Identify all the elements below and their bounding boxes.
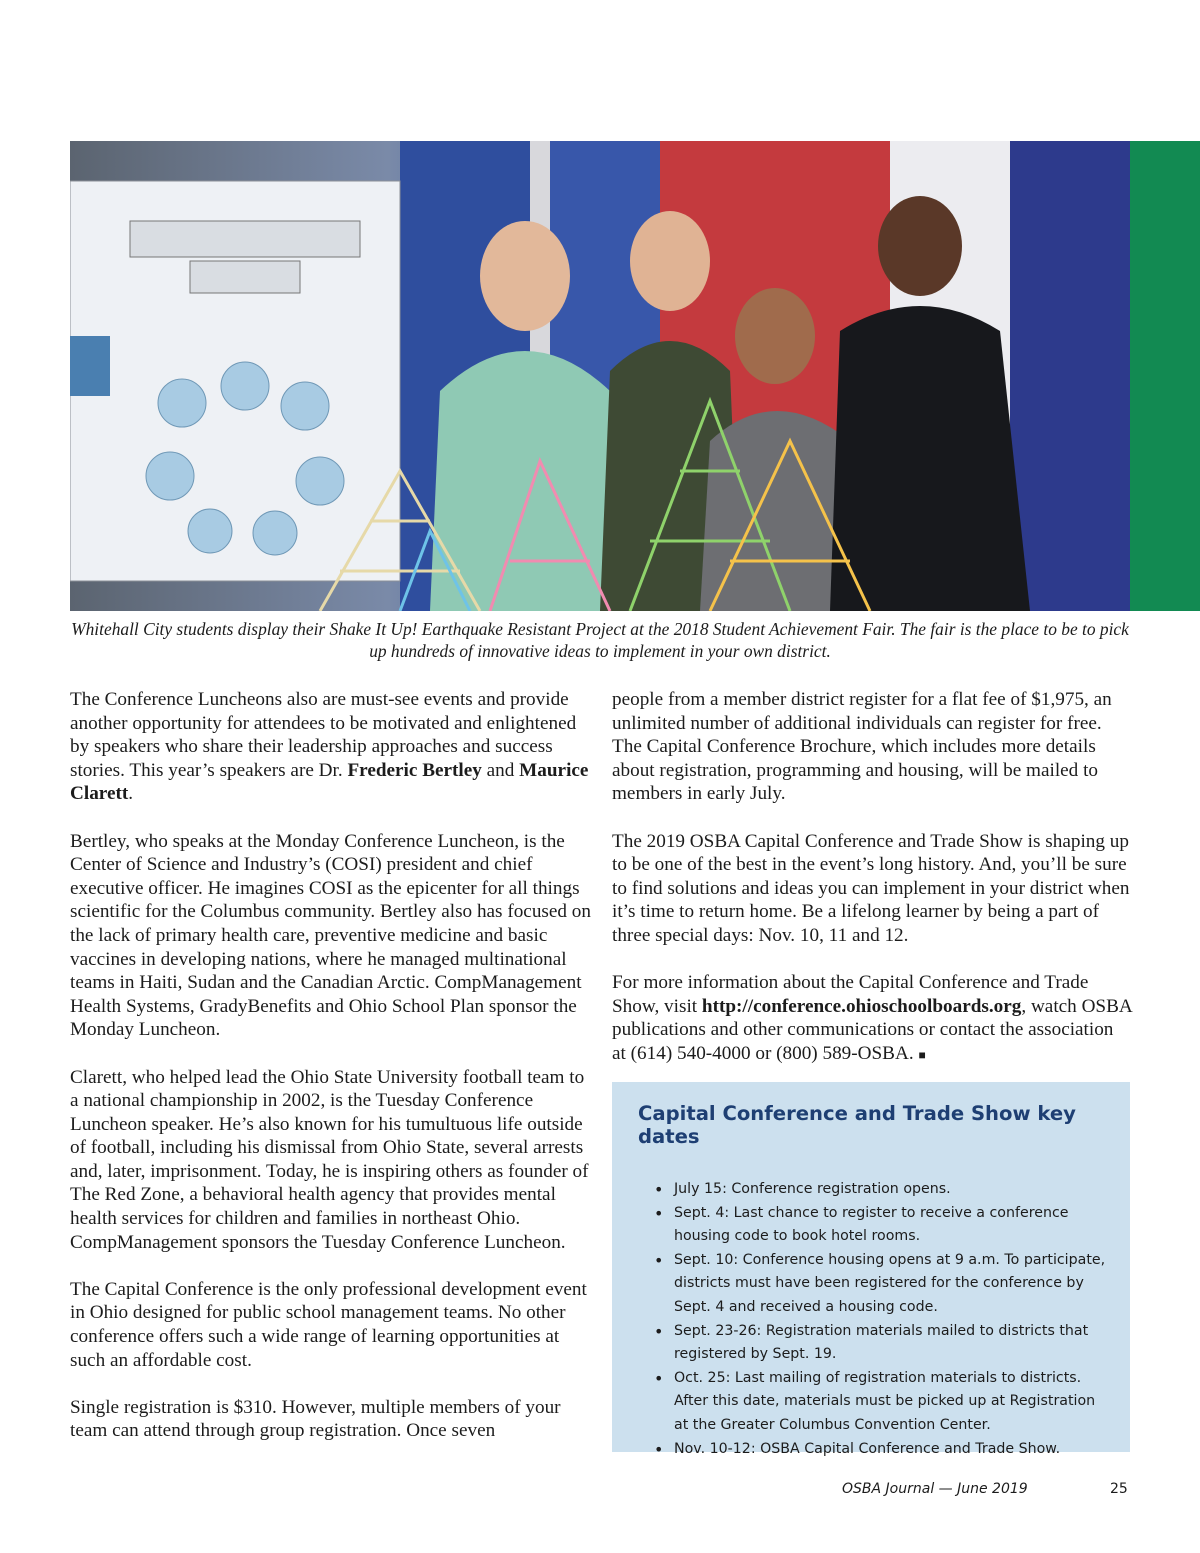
paragraph: [70, 688, 595, 806]
text: , watch OSBA publications and other communications or contact the association at (614) 540-4000 or (800) 589-OSBA.: [612, 995, 1132, 1064]
article-column-right: [612, 688, 1132, 1091]
article-column-left: [70, 688, 595, 1467]
text: and: [481, 759, 520, 781]
paragraph: The Capital Conference is the only professional development event in Ohio designed for public school management teams. No other conference offers such a wide range of learning opportunities at such an affordable cost.: [70, 1278, 587, 1371]
paragraph: [612, 971, 1132, 1067]
speaker-name: Frederic Bertley: [347, 759, 482, 781]
text: .: [128, 783, 134, 805]
paragraph: Clarett, who helped lead the Ohio State University football team to a national championship in 2002, is the Tuesday Conference Luncheon speaker. He’s also known for his tumultuous life outside of football, including his dismissal from Ohio State, several arrests and, later, imprisonment. Today, he is inspiring others as founder of The Red Zone, a behavioral health agency that provides mental health services for children and families in northeast Ohio. CompManagement sponsors the Tuesday Conference Luncheon.: [70, 1066, 589, 1253]
text: For more information about the Capital Conference and Trade Show, visit: [612, 972, 1089, 1017]
list-item: • Sept. 4: Last chance to register to receive a conference housing code to book hotel rooms.: [674, 1202, 1106, 1249]
page-number: 25: [1110, 1481, 1128, 1497]
speaker-name: Maurice Clarett: [70, 759, 589, 805]
end-of-article-icon: ■: [918, 1047, 926, 1062]
list-item: • Sept. 10: Conference housing opens at 9 a.m. To participate, districts must have been registered for the conference by Sept. 4 and received a housing code.: [674, 1249, 1106, 1320]
list-item: • July 15: Conference registration opens.: [674, 1178, 1106, 1202]
key-dates-box: [612, 1082, 1130, 1457]
text: The Conference Luncheons also are must-see events and provide another opportunity for attendees to be motivated and enlightened by speakers who share their leadership approaches and success stories. This year’s speakers are Dr.: [70, 689, 577, 781]
key-dates-title: Capital Conference and Trade Show key dates: [638, 1102, 1076, 1148]
list-item: • Nov. 10-12: OSBA Capital Conference and Trade Show.: [674, 1438, 1106, 1462]
footer-journal: OSBA Journal — June 2019: [842, 1481, 1028, 1497]
list-item: • Oct. 25: Last mailing of registration materials to districts. After this date, materials must be picked up at Registration at the Greater Columbus Convention Center.: [674, 1367, 1106, 1438]
paragraph: Single registration is $310. However, multiple members of your team can attend through group registration. Once seven: [70, 1396, 561, 1442]
paragraph: The 2019 OSBA Capital Conference and Trade Show is shaping up to be one of the best in the event’s long history. And, you’ll be sure to find solutions and ideas you can implement in your district when it’s time to return home. Be a lifelong learner by being a part of three special days: Nov. 10, 11 and 12.: [612, 830, 1130, 946]
paragraph: Bertley, who speaks at the Monday Conference Luncheon, is the Center of Science and Industry’s (COSI) president and chief executive officer. He imagines COSI as the epicenter for all things scientific for the Columbus community. Bertley also has focused on the lack of primary health care, preventive medicine and basic vaccines in developing nations, where he managed multinational teams in Haiti, Sudan and the Canadian Arctic. CompManagement Health Systems, GradyBenefits and Ohio School Plan sponsor the Monday Luncheon.: [70, 830, 591, 1041]
feature-photo: [70, 141, 1130, 611]
paragraph: people from a member district register for a flat fee of $1,975, an unlimited number of additional individuals can register for free. The Capital Conference Brochure, which includes more details about registration, programming and housing, will be mailed to members in early July.: [612, 689, 1112, 805]
conference-link[interactable]: http://conference.ohioschoolboards.org: [701, 995, 1022, 1017]
list-item: • Sept. 23-26: Registration materials mailed to districts that registered by Sept. 19.: [674, 1320, 1106, 1367]
photo-students-earthquake-project-icon: [70, 141, 1130, 611]
photo-caption: Whitehall City students display their Shake It Up! Earthquake Resistant Project at the 2018 Student Achievement Fair. The fair is the place to be to pick up hundreds of innovative ideas to implement in your own district.: [71, 619, 1129, 661]
accent-tab: [1130, 141, 1200, 611]
key-dates-list: [638, 1178, 1106, 1461]
